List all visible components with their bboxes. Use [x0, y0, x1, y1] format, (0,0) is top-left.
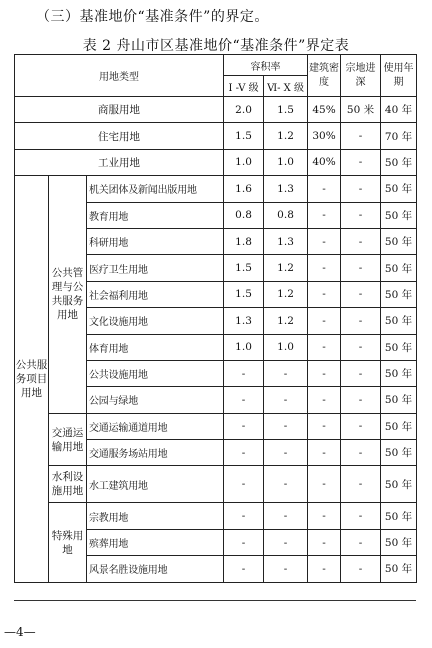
cell-years: 50 年: [381, 149, 417, 175]
cell-far-b: 1.2: [264, 255, 308, 281]
land-type-name: 宗教用地: [87, 503, 224, 529]
cell-density: -: [308, 529, 341, 555]
land-type-name: 教育用地: [87, 202, 224, 228]
land-type-name: 交通服务场站用地: [87, 440, 224, 466]
cell-density: -: [308, 556, 341, 582]
land-type-name: 殡葬用地: [87, 529, 224, 555]
cell-far-a: -: [224, 360, 264, 386]
cell-far-a: 0.8: [224, 202, 264, 228]
cell-far-b: 0.8: [264, 202, 308, 228]
cell-depth: -: [341, 413, 381, 439]
land-type-name: 机关团体及新闻出版用地: [87, 176, 224, 202]
cell-far-a: 1.3: [224, 308, 264, 334]
cell-depth: -: [341, 202, 381, 228]
land-type-name: 住宅用地: [15, 123, 224, 149]
cell-depth: 50 米: [341, 97, 381, 123]
cell-density: -: [308, 413, 341, 439]
cell-far-a: -: [224, 556, 264, 582]
cell-far-b: 1.2: [264, 281, 308, 307]
cell-depth: -: [341, 308, 381, 334]
table-row: [15, 97, 417, 123]
cell-far-b: -: [264, 440, 308, 466]
cell-years: 50 年: [381, 413, 417, 439]
cell-depth: -: [341, 440, 381, 466]
header-far-grade-6-10: Ⅵ- X 级: [264, 76, 308, 97]
cell-far-a: 1.0: [224, 334, 264, 360]
land-type-name: 风景名胜设施用地: [87, 556, 224, 582]
cell-far-a: -: [224, 466, 264, 503]
cell-density: -: [308, 308, 341, 334]
cell-years: 50 年: [381, 202, 417, 228]
cell-depth: -: [341, 334, 381, 360]
cell-far-a: 1.5: [224, 255, 264, 281]
cell-far-b: 1.0: [264, 334, 308, 360]
cell-far-b: -: [264, 387, 308, 413]
cell-far-a: -: [224, 387, 264, 413]
cell-depth: -: [341, 176, 381, 202]
cell-far-a: -: [224, 413, 264, 439]
land-type-name: 文化设施用地: [87, 308, 224, 334]
land-type-name: 水工建筑用地: [87, 466, 224, 503]
header-far: 容积率: [224, 55, 308, 76]
cell-far-a: 1.5: [224, 123, 264, 149]
cell-depth: -: [341, 149, 381, 175]
cell-depth: -: [341, 529, 381, 555]
land-type-name: 科研用地: [87, 228, 224, 254]
footer-divider: [14, 600, 416, 601]
subgroup-transport: 交通运输用地: [49, 413, 87, 466]
cell-far-b: 1.5: [264, 97, 308, 123]
cell-depth: -: [341, 281, 381, 307]
cell-depth: -: [341, 228, 381, 254]
cell-years: 50 年: [381, 466, 417, 503]
land-type-name: 公园与绿地: [87, 387, 224, 413]
cell-years: 50 年: [381, 440, 417, 466]
land-type-name: 公共设施用地: [87, 360, 224, 386]
table-row: [15, 149, 417, 175]
table-row: [15, 123, 417, 149]
cell-density: -: [308, 503, 341, 529]
land-type-name: 商服用地: [15, 97, 224, 123]
cell-far-b: -: [264, 413, 308, 439]
cell-density: 40%: [308, 149, 341, 175]
table-row: [15, 176, 417, 202]
cell-far-b: 1.0: [264, 149, 308, 175]
cell-depth: -: [341, 387, 381, 413]
header-far-grade-1-5: I -V 级: [224, 76, 264, 97]
cell-density: -: [308, 334, 341, 360]
cell-density: -: [308, 202, 341, 228]
cell-density: -: [308, 466, 341, 503]
subgroup-public-admin-service: 公共管理与公共服务用地: [49, 176, 87, 414]
land-type-name: 社会福利用地: [87, 281, 224, 307]
cell-far-a: 1.6: [224, 176, 264, 202]
header-depth: 宗地进深: [341, 55, 381, 97]
cell-far-b: -: [264, 556, 308, 582]
cell-density: 30%: [308, 123, 341, 149]
table-row: [15, 503, 417, 529]
group-public-service-land: 公共服务项目用地: [15, 176, 49, 582]
cell-far-b: -: [264, 466, 308, 503]
cell-far-a: -: [224, 440, 264, 466]
header-row: [15, 55, 417, 76]
cell-density: -: [308, 281, 341, 307]
cell-density: -: [308, 255, 341, 281]
benchmark-conditions-table: [14, 54, 417, 583]
cell-density: -: [308, 440, 341, 466]
cell-far-b: -: [264, 360, 308, 386]
table-caption: 表 2 舟山市区基准地价“基准条件”界定表: [82, 38, 350, 54]
subgroup-special: 特殊用地: [49, 503, 87, 582]
cell-years: 50 年: [381, 387, 417, 413]
cell-years: 50 年: [381, 255, 417, 281]
header-land-type: 用地类型: [15, 55, 224, 97]
table-body: [15, 55, 417, 583]
section-heading: （三）基准地价“基准条件”的界定。: [36, 9, 269, 25]
cell-density: -: [308, 176, 341, 202]
subgroup-water-facility: 水利设施用地: [49, 466, 87, 503]
cell-far-a: 2.0: [224, 97, 264, 123]
cell-depth: -: [341, 360, 381, 386]
cell-far-a: -: [224, 503, 264, 529]
land-type-name: 体育用地: [87, 334, 224, 360]
cell-years: 40 年: [381, 97, 417, 123]
cell-years: 50 年: [381, 334, 417, 360]
cell-far-a: 1.8: [224, 228, 264, 254]
cell-far-b: 1.2: [264, 308, 308, 334]
cell-far-a: 1.0: [224, 149, 264, 175]
land-type-name: 医疗卫生用地: [87, 255, 224, 281]
land-type-name: 交通运输通道用地: [87, 413, 224, 439]
cell-far-b: 1.3: [264, 228, 308, 254]
page-number: —4—: [4, 625, 36, 639]
cell-depth: -: [341, 556, 381, 582]
cell-depth: -: [341, 466, 381, 503]
cell-density: -: [308, 360, 341, 386]
cell-depth: -: [341, 123, 381, 149]
land-type-name: 工业用地: [15, 149, 224, 175]
cell-depth: -: [341, 503, 381, 529]
cell-years: 50 年: [381, 529, 417, 555]
cell-far-a: 1.5: [224, 281, 264, 307]
cell-years: 50 年: [381, 360, 417, 386]
cell-depth: -: [341, 255, 381, 281]
cell-years: 50 年: [381, 556, 417, 582]
cell-density: 45%: [308, 97, 341, 123]
cell-years: 50 年: [381, 176, 417, 202]
table-row: [15, 413, 417, 439]
header-density: 建筑密度: [308, 55, 341, 97]
cell-far-a: -: [224, 529, 264, 555]
cell-years: 50 年: [381, 308, 417, 334]
table-row: [15, 466, 417, 503]
cell-years: 50 年: [381, 228, 417, 254]
header-years: 使用年期: [381, 55, 417, 97]
cell-far-b: 1.3: [264, 176, 308, 202]
cell-far-b: -: [264, 503, 308, 529]
cell-years: 50 年: [381, 281, 417, 307]
cell-density: -: [308, 228, 341, 254]
cell-far-b: -: [264, 529, 308, 555]
cell-years: 70 年: [381, 123, 417, 149]
cell-density: -: [308, 387, 341, 413]
cell-far-b: 1.2: [264, 123, 308, 149]
cell-years: 50 年: [381, 503, 417, 529]
